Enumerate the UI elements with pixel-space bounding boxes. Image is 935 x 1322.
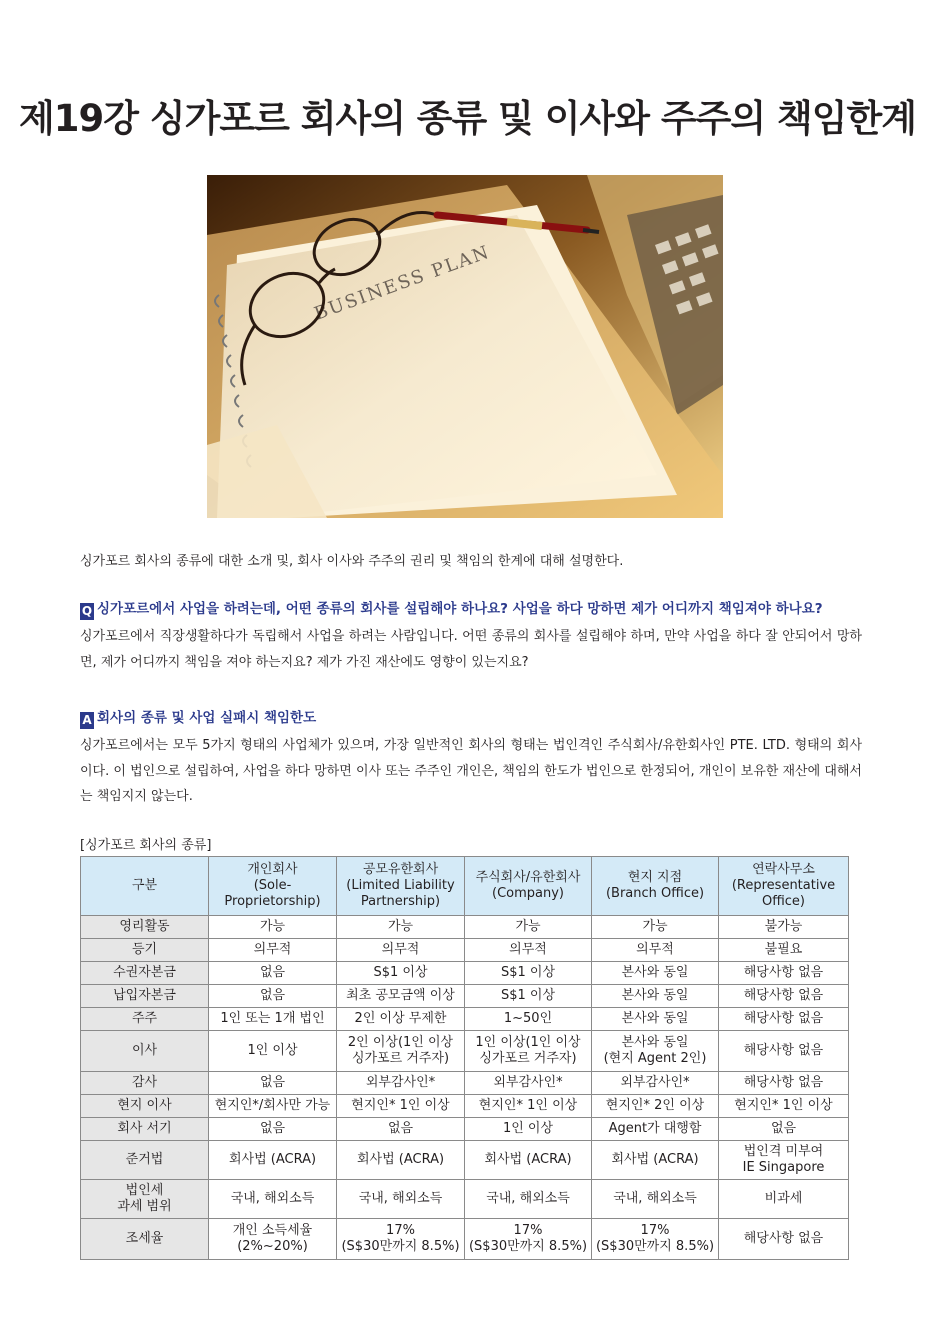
header-cell xyxy=(719,857,849,916)
table-cell: 법인격 미부여 IE Singapore xyxy=(719,1141,849,1180)
table-row xyxy=(81,1095,849,1118)
table-cell: 외부감사인* xyxy=(337,1072,465,1095)
table-cell: 회사법 (ACRA) xyxy=(592,1141,719,1180)
table-row xyxy=(81,962,849,985)
table-cell: Agent가 대행함 xyxy=(592,1118,719,1141)
company-types-table xyxy=(80,856,849,1260)
question-body: 싱가포르에서 직장생활하다가 독립해서 사업을 하려는 사람입니다. 어떤 종류의 회사를 설립해야 하며, 만약 사업을 하다 잘 안되어서 망하면, 제가 어디까지 책임을 져야 하는지요? 제가 가진 재산에도 영향이 있는지요? xyxy=(80,629,862,670)
table-cell: 해당사항 없음 xyxy=(719,1031,849,1072)
table-cell: 의무적 xyxy=(465,939,592,962)
table-cell: 해당사항 없음 xyxy=(719,1219,849,1260)
table-cell: 1인 이상 xyxy=(465,1118,592,1141)
table-cell: 해당사항 없음 xyxy=(719,1008,849,1031)
table-cell: 해당사항 없음 xyxy=(719,1072,849,1095)
table-row xyxy=(81,939,849,962)
table-cell: 외부감사인* xyxy=(592,1072,719,1095)
header-cell xyxy=(81,857,209,916)
table-cell: 1인 이상(1인 이상 싱가포르 거주자) xyxy=(465,1031,592,1072)
header-line: Partnership) xyxy=(360,894,441,909)
table-cell: 없음 xyxy=(209,1072,337,1095)
table-cell: 현지인* 2인 이상 xyxy=(592,1095,719,1118)
row-label: 이사 xyxy=(81,1031,209,1072)
row-label: 등기 xyxy=(81,939,209,962)
table-row xyxy=(81,1118,849,1141)
table-caption: [싱가포르 회사의 종류] xyxy=(80,838,212,853)
table-cell: 없음 xyxy=(719,1118,849,1141)
header-line: (Sole-Proprietorship) xyxy=(224,878,321,909)
row-label: 납입자본금 xyxy=(81,985,209,1008)
table-cell: 17% (S$30만까지 8.5%) xyxy=(592,1219,719,1260)
table-cell: 현지인* 1인 이상 xyxy=(337,1095,465,1118)
table-cell: 현지인*/회사만 가능 xyxy=(209,1095,337,1118)
header-line: 공모유한회사 xyxy=(362,862,439,877)
answer-badge: A xyxy=(80,712,94,729)
table-cell: 1인 이상 xyxy=(209,1031,337,1072)
header-line: 현지 지점 xyxy=(627,870,683,885)
row-label: 현지 이사 xyxy=(81,1095,209,1118)
table-cell: 본사와 동일 xyxy=(592,962,719,985)
page-title: 제19강 싱가포르 회사의 종류 및 이사와 주주의 책임한계 xyxy=(19,97,916,140)
row-label: 회사 서기 xyxy=(81,1118,209,1141)
table-row xyxy=(81,1008,849,1031)
table-cell: 불필요 xyxy=(719,939,849,962)
header-line: 주식회사/유한회사 xyxy=(475,870,581,885)
table-cell: 불가능 xyxy=(719,916,849,939)
header-line: (Limited Liability xyxy=(346,878,455,893)
table-row xyxy=(81,916,849,939)
table-cell: 의무적 xyxy=(209,939,337,962)
table-cell: S$1 이상 xyxy=(465,985,592,1008)
table-cell: 해당사항 없음 xyxy=(719,962,849,985)
table-row xyxy=(81,1031,849,1072)
table-cell: 외부감사인* xyxy=(465,1072,592,1095)
row-label: 영리활동 xyxy=(81,916,209,939)
intro-text: 싱가포르 회사의 종류에 대한 소개 및, 회사 이사와 주주의 권리 및 책임의 한계에 대해 설명한다. xyxy=(80,554,624,569)
table-cell: 2인 이상(1인 이상 싱가포르 거주자) xyxy=(337,1031,465,1072)
table-cell: 국내, 해외소득 xyxy=(465,1180,592,1219)
table-cell: 17% (S$30만까지 8.5%) xyxy=(337,1219,465,1260)
table-cell: 국내, 해외소득 xyxy=(592,1180,719,1219)
table-cell: 2인 이상 무제한 xyxy=(337,1008,465,1031)
header-line: (Representative xyxy=(731,878,836,893)
header-cell xyxy=(209,857,337,916)
table-cell: 1인 또는 1개 법인 xyxy=(209,1008,337,1031)
table-cell: 국내, 해외소득 xyxy=(209,1180,337,1219)
answer-heading xyxy=(80,708,880,729)
table-cell: S$1 이상 xyxy=(465,962,592,985)
question-heading-text: 싱가포르에서 사업을 하려는데, 어떤 종류의 회사를 설립해야 하나요? 사업을 하다 망하면 제가 어디까지 책임져야 하나요? xyxy=(97,601,823,617)
header-line: 개인회사 xyxy=(247,862,298,877)
table-cell: 회사법 (ACRA) xyxy=(209,1141,337,1180)
table-cell: 의무적 xyxy=(592,939,719,962)
header-line: (Company) xyxy=(492,886,564,901)
table-cell: 17% (S$30만까지 8.5%) xyxy=(465,1219,592,1260)
table-cell: 비과세 xyxy=(719,1180,849,1219)
header-cell xyxy=(592,857,719,916)
business-plan-text: BUSINESS PLAN xyxy=(311,241,494,325)
table-row xyxy=(81,1219,849,1260)
table-row xyxy=(81,985,849,1008)
header-cell xyxy=(465,857,592,916)
table-cell: 개인 소득세율 (2%~20%) xyxy=(209,1219,337,1260)
table-cell: 국내, 해외소득 xyxy=(337,1180,465,1219)
table-cell: 본사와 동일 (현지 Agent 2인) xyxy=(592,1031,719,1072)
table-cell: 회사법 (ACRA) xyxy=(337,1141,465,1180)
row-label: 주주 xyxy=(81,1008,209,1031)
header-cell xyxy=(337,857,465,916)
table-row xyxy=(81,1141,849,1180)
table-cell: 없음 xyxy=(337,1118,465,1141)
table-row xyxy=(81,1180,849,1219)
row-label: 법인세 과세 범위 xyxy=(81,1180,209,1219)
table-cell: 본사와 동일 xyxy=(592,985,719,1008)
table-cell: 회사법 (ACRA) xyxy=(465,1141,592,1180)
table-row xyxy=(81,1072,849,1095)
table-cell: 없음 xyxy=(209,985,337,1008)
answer-body: 싱가포르에서는 모두 5가지 형태의 사업체가 있으며, 가장 일반적인 회사의 형태는 법인격인 주식회사/유한회사인 PTE. LTD. 형태의 회사이다. 이 법인으로 설립하여, 사업을 하다 망하면 이사 또는 주주인 개인은, 책임의 한도가 법인으로 한정되어, 개인이 보유한 재산에 대해서는 책임지지 않는다. xyxy=(80,738,862,804)
table-cell: 가능 xyxy=(465,916,592,939)
table-cell: S$1 이상 xyxy=(337,962,465,985)
row-label: 준거법 xyxy=(81,1141,209,1180)
header-line: (Branch Office) xyxy=(605,886,705,901)
table-cell: 가능 xyxy=(337,916,465,939)
question-badge: Q xyxy=(81,604,93,618)
row-label: 감사 xyxy=(81,1072,209,1095)
table-cell: 해당사항 없음 xyxy=(719,985,849,1008)
table-cell: 가능 xyxy=(592,916,719,939)
row-label: 조세율 xyxy=(81,1219,209,1260)
header-line: Office) xyxy=(761,894,806,909)
answer-heading-text: 회사의 종류 및 사업 실패시 책임한도 xyxy=(97,710,317,726)
table-cell: 가능 xyxy=(209,916,337,939)
table-cell: 없음 xyxy=(209,1118,337,1141)
table-cell: 없음 xyxy=(209,962,337,985)
header-line: 구분 xyxy=(131,878,158,893)
table-body xyxy=(81,916,849,1260)
table-cell: 현지인* 1인 이상 xyxy=(465,1095,592,1118)
business-plan-photo xyxy=(207,175,723,518)
question-heading xyxy=(80,599,880,620)
table-cell: 최초 공모금액 이상 xyxy=(337,985,465,1008)
table-cell: 현지인* 1인 이상 xyxy=(719,1095,849,1118)
table-cell: 본사와 동일 xyxy=(592,1008,719,1031)
table-header-row xyxy=(81,857,849,916)
header-line: 연락사무소 xyxy=(752,862,815,877)
table-cell: 의무적 xyxy=(337,939,465,962)
row-label: 수권자본금 xyxy=(81,962,209,985)
table-cell: 1~50인 xyxy=(465,1008,592,1031)
business-plan-image xyxy=(207,175,723,518)
